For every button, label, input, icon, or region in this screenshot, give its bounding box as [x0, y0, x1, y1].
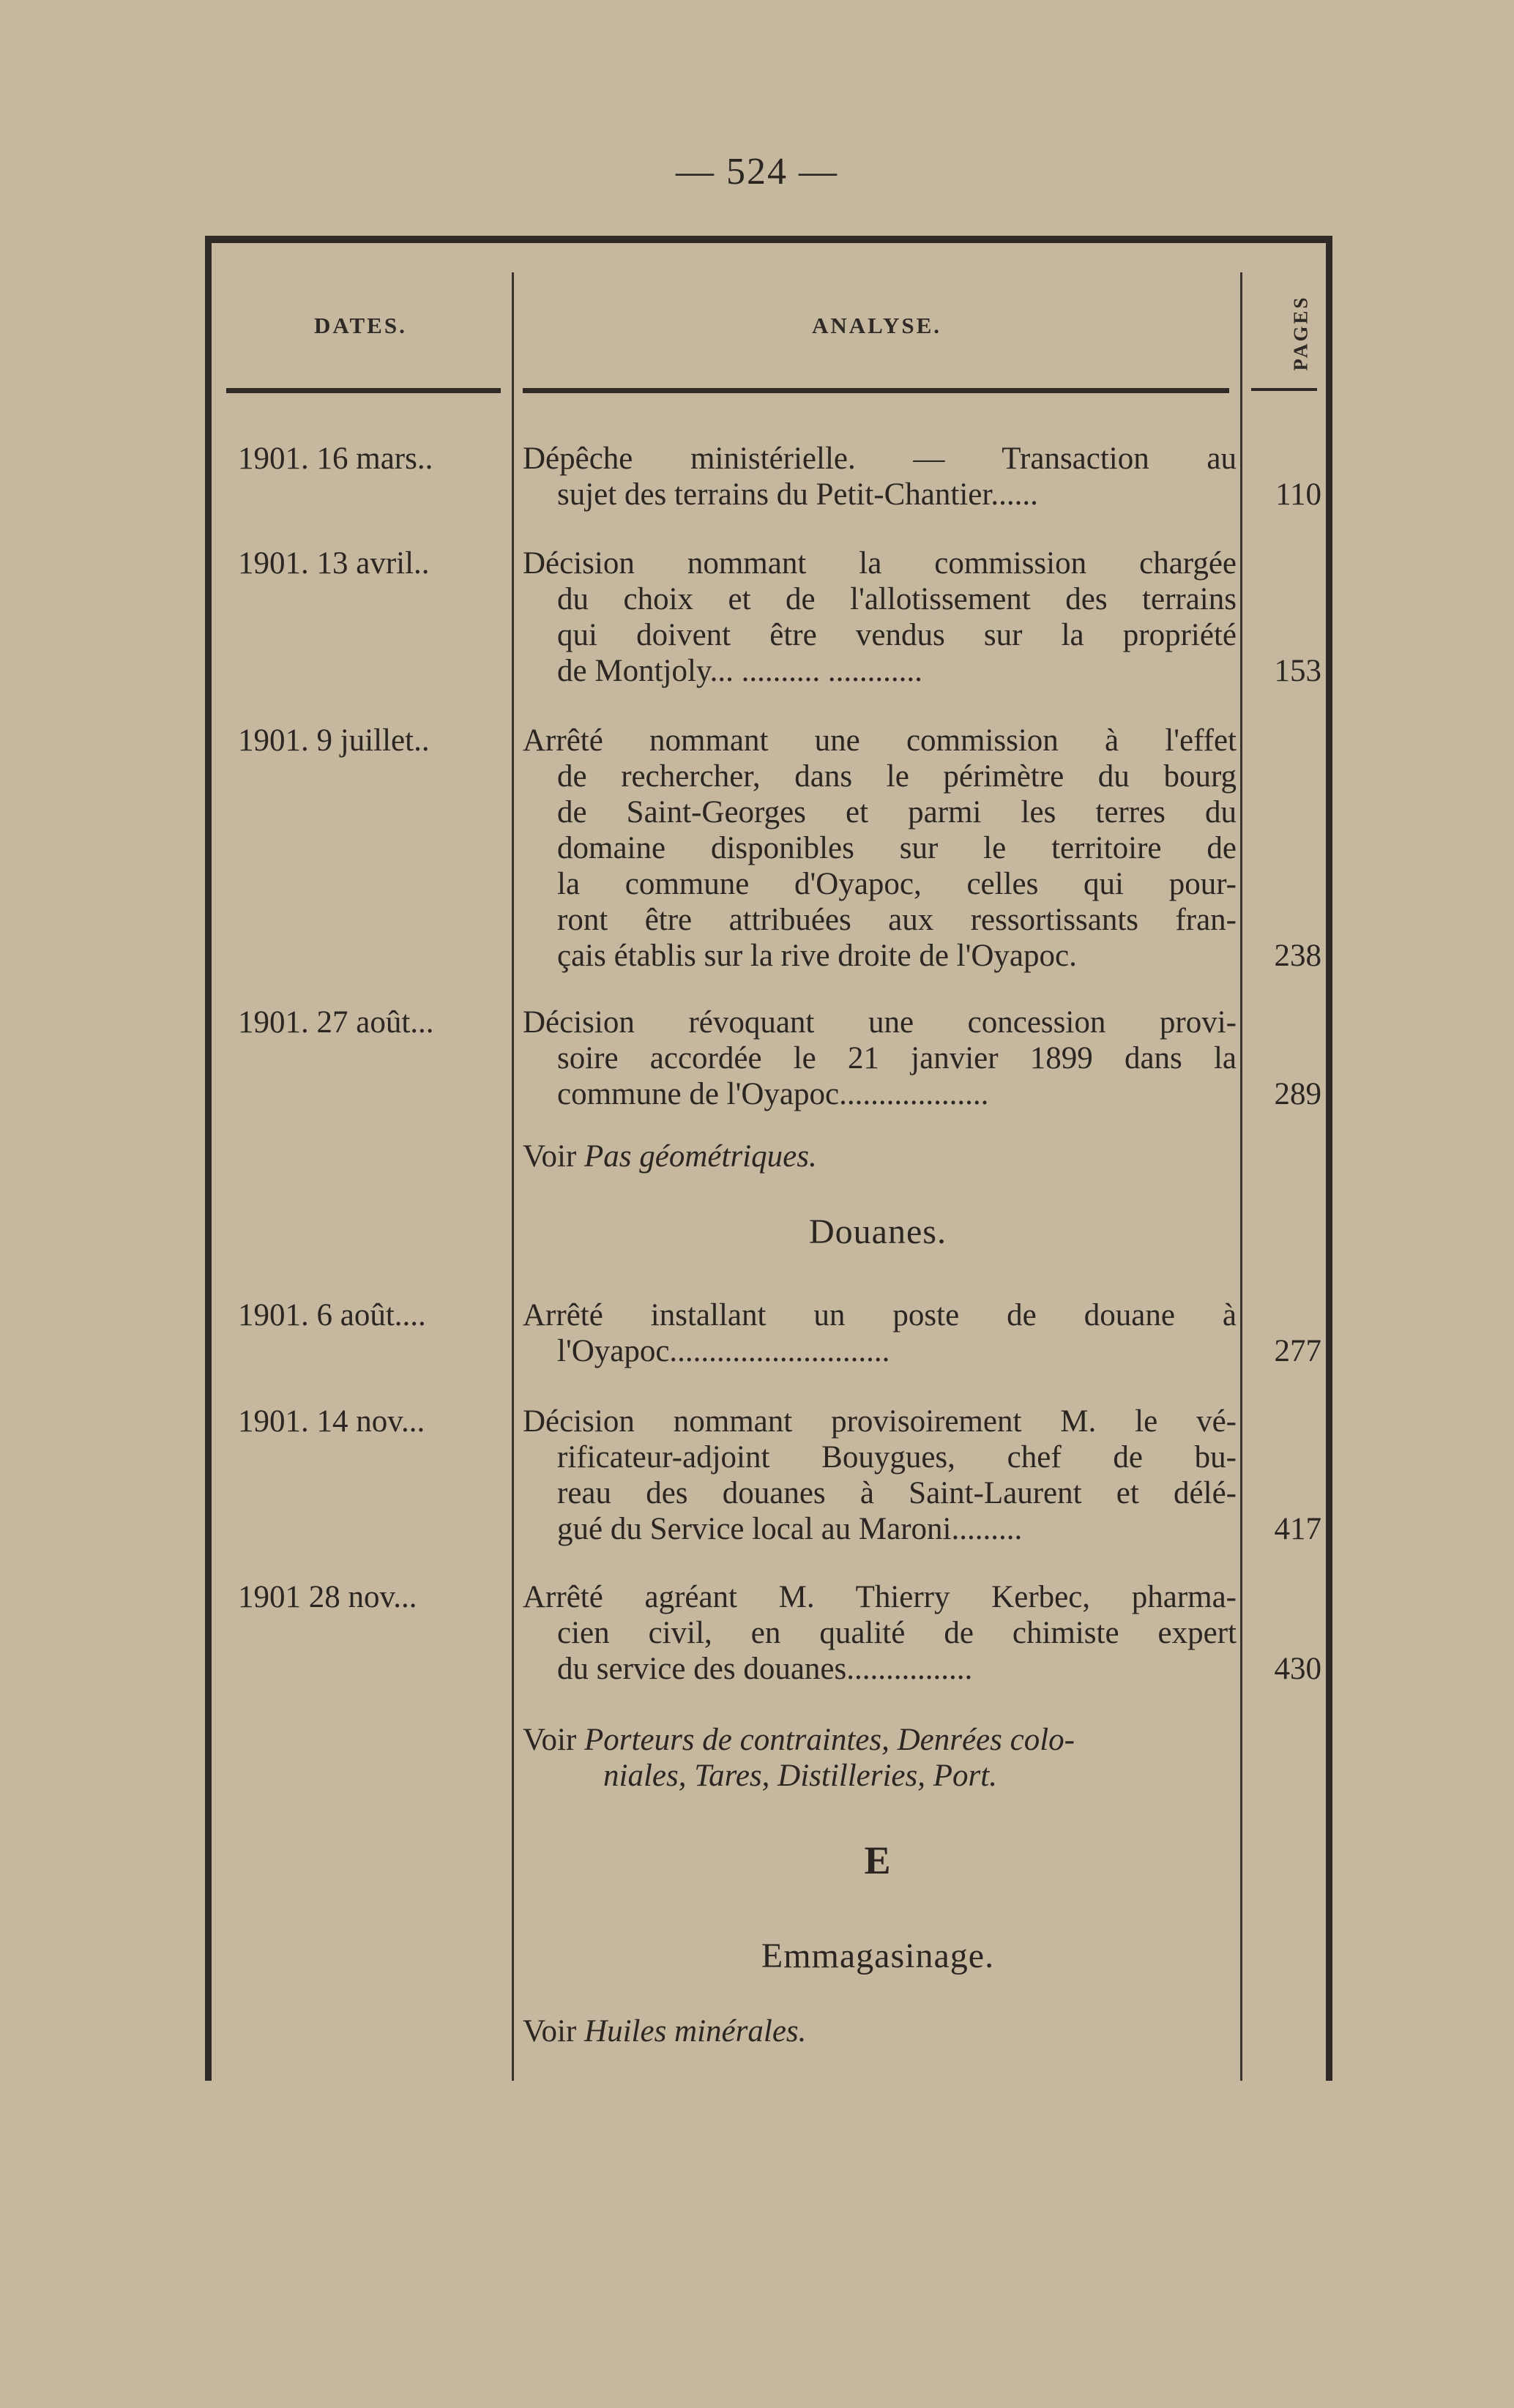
entry-analysis — [523, 723, 1237, 974]
analysis-line: gué du Service local au Maroni......... — [557, 1512, 1023, 1546]
page-number: — 524 — — [676, 151, 838, 193]
header-analyse: ANALYSE. — [812, 313, 942, 338]
see-also-note — [523, 1722, 1237, 1794]
see-also-refs-continued: niales, Tares, Distilleries, Port. — [603, 1759, 997, 1793]
section-letter: E — [864, 1838, 892, 1882]
entry-date: 1901 28 nov... — [238, 1580, 417, 1614]
analysis-line: commune de l'Oyapoc................... — [557, 1077, 989, 1111]
entry-page: 238 — [1274, 939, 1321, 973]
entry-date: 1901. 9 juillet.. — [238, 723, 430, 758]
analysis-line: de Montjoly... .......... ............ — [557, 654, 922, 688]
analysis-line: Arrêté installant un poste de douane à — [523, 1298, 1237, 1332]
analysis-line: Décision nommant provisoirement M. le vé- — [523, 1404, 1237, 1439]
analysis-line: rificateur-adjoint Bouygues, chef de bu- — [557, 1440, 1237, 1475]
see-also-line — [523, 1722, 1237, 1758]
entry-analysis — [523, 441, 1237, 512]
entry-page: 289 — [1274, 1077, 1321, 1111]
analysis-line: domaine disponibles sur le territoire de — [557, 831, 1237, 865]
entry-analysis — [523, 1297, 1237, 1369]
header-dates: DATES. — [314, 313, 407, 338]
header-rule-dates — [226, 388, 501, 393]
see-also-note — [523, 1138, 1237, 1174]
analysis-line: Arrêté nommant une commission à l'effet — [523, 723, 1237, 758]
entry-analysis — [523, 545, 1237, 689]
analysis-line: Arrêté agréant M. Thierry Kerbec, pharma- — [523, 1580, 1237, 1614]
entry-page: 153 — [1274, 654, 1321, 688]
analysis-line: la commune d'Oyapoc, celles qui pour- — [557, 867, 1237, 901]
column-divider-pages — [1240, 272, 1242, 2081]
section-heading-emmagasinage: Emmagasinage. — [761, 1937, 995, 1975]
analysis-line: çais établis sur la rive droite de l'Oyapoc. — [557, 939, 1077, 973]
see-also-prefix: Voir — [523, 2014, 577, 2049]
entry-date: 1901. 16 mars.. — [238, 441, 433, 476]
analysis-line: ront être attribuées aux ressortissants fran- — [557, 903, 1237, 937]
see-also-refs: Porteurs de contraintes, Denrées colo- — [584, 1723, 1075, 1757]
analysis-line: du service des douanes................ — [557, 1652, 973, 1686]
analysis-line: qui doivent être vendus sur la propriété — [557, 618, 1237, 652]
header-rule-pages — [1251, 388, 1317, 391]
analysis-line: Décision révoquant une concession provi- — [523, 1005, 1237, 1040]
see-also-prefix: Voir — [523, 1139, 577, 1174]
analysis-line: de rechercher, dans le périmètre du bourg — [557, 759, 1237, 794]
header-pages-label: PAGES — [1289, 295, 1312, 371]
analysis-line: reau des douanes à Saint-Laurent et délé- — [557, 1476, 1237, 1510]
entry-date: 1901. 27 août... — [238, 1005, 434, 1040]
entry-date: 1901. 6 août.... — [238, 1298, 426, 1332]
analysis-line: soire accordée le 21 janvier 1899 dans la — [557, 1041, 1237, 1076]
analysis-line: de Saint-Georges et parmi les terres du — [557, 795, 1237, 830]
entry-page: 110 — [1275, 477, 1321, 512]
entry-page: 430 — [1274, 1652, 1321, 1686]
see-also-refs: Pas géométriques. — [584, 1139, 817, 1174]
header-pages — [1280, 278, 1321, 388]
see-also-note — [523, 2013, 1237, 2049]
entry-page: 417 — [1274, 1512, 1321, 1546]
header-rule-analyse — [523, 388, 1229, 393]
entry-analysis — [523, 1579, 1237, 1687]
entry-date: 1901. 14 nov... — [238, 1404, 425, 1439]
entry-page: 277 — [1274, 1334, 1321, 1368]
analysis-line: l'Oyapoc............................ — [557, 1334, 890, 1368]
see-also-prefix: Voir — [523, 1723, 577, 1757]
analysis-line: cien civil, en qualité de chimiste expert — [557, 1616, 1237, 1650]
see-also-refs: Huiles minérales. — [584, 2014, 807, 2049]
analysis-line: du choix et de l'allotissement des terrains — [557, 582, 1237, 616]
index-table — [205, 236, 1332, 2081]
entry-analysis — [523, 1004, 1237, 1112]
analysis-line: Dépêche ministérielle. — Transaction au — [523, 441, 1237, 476]
analysis-line: Décision nommant la commission chargée — [523, 546, 1237, 581]
column-divider-dates — [512, 272, 514, 2081]
entry-date: 1901. 13 avril.. — [238, 546, 430, 581]
analysis-line: sujet des terrains du Petit-Chantier...... — [557, 477, 1038, 512]
section-heading-douanes: Douanes. — [809, 1212, 947, 1251]
entry-analysis — [523, 1404, 1237, 1547]
